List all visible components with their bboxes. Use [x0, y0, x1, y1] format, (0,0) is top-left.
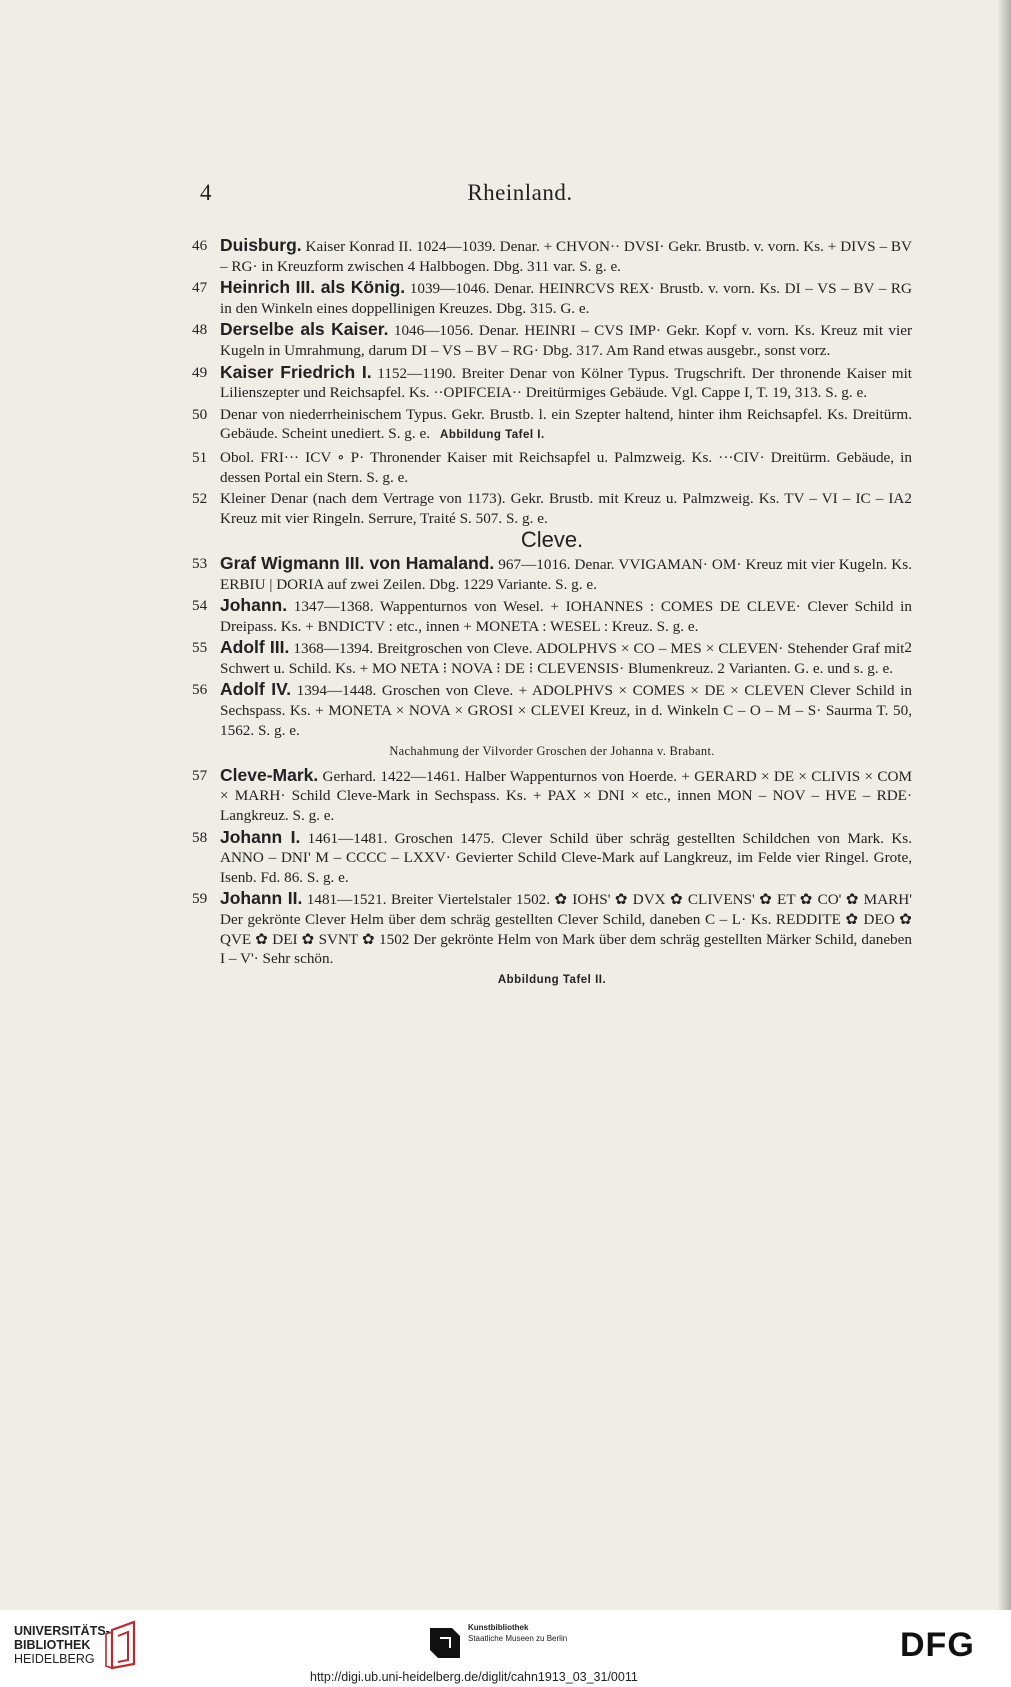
catalog-entry — [192, 448, 912, 487]
entry-heading: Heinrich III. als König. — [220, 277, 406, 298]
entry-description: 1368—1394. Breitgroschen von Cleve. ADOLPHVS × CO – MES × CLEVEN· Stehender Graf mit Schwert u. Schild. Ks. + MO NETA ⁝ NOVA ⁝ DE ⁝ CLEVENSIS· Blumenkreuz. 2 Varianten. G. e. und s. g. e. — [220, 640, 905, 677]
entry-quantity: 2 — [904, 639, 912, 657]
entry-heading: Adolf III. — [220, 637, 290, 658]
entry-number: 57 — [192, 766, 208, 784]
entry-number: 49 — [192, 363, 208, 381]
entry-heading: Duisburg. — [220, 235, 302, 255]
ub-heidelberg-logo[interactable] — [14, 1624, 110, 1666]
museum-name: Staatliche Museen zu Berlin — [468, 1634, 568, 1643]
entry-description: 1152—1190. Breiter Denar von Kölner Typus. Trugschrift. Der thronende Kaiser mit Lilienszepter und Reichsapfel. Ks. ··OPIFCEIA·· Dreitürmiges Gebäude. Vgl. Cappe I, T. 19, 313. S. g. e. — [220, 364, 913, 402]
entry-heading: Graf Wigmann III. von Hamaland. — [220, 552, 495, 573]
entry-description: 967—1016. Denar. VVIGAMAN· OM· Kreuz mit vier Kugeln. Ks. ERBIU | DORIA auf zwei Zeilen. Dbg. 1229 Variante. S. g. e. — [220, 555, 912, 593]
catalog-entry — [192, 596, 912, 636]
entry-description: 1039—1046. Denar. HEINRCVS REX· Brustb. v. vorn. Ks. DI – VS – BV – RG in den Winkeln eines doppellinigen Kreuzes. Dbg. 315. G. e. — [220, 280, 913, 317]
catalog-entry — [192, 828, 912, 888]
entry-description: Denar von niederrheinischem Typus. Gekr. Brustb. l. ein Szepter haltend, hinter ihm Reichsapfel. Ks. Dreitürm. Gebäude. Scheint unediert. S. g. e. — [220, 405, 912, 443]
entry-description: 1394—1448. Groschen von Cleve. + ADOLPHVS × COMES × DE × CLEVEN Clever Schild in Sechspass. Ks. + MONETA × NOVA × GROSI × CLEVEI Kreuz, in d. Winkeln C – O – M – S· Saurma T. 50, 1562. S. g. e. — [220, 682, 912, 739]
kunstbibliothek-text — [468, 1622, 628, 1644]
kunstbibliothek-name: Kunstbibliothek — [468, 1623, 529, 1632]
ub-logo-icon — [104, 1620, 142, 1670]
section-heading-cleve: Cleve. — [520, 527, 584, 553]
catalog-entry — [192, 638, 912, 678]
catalog-entry — [192, 320, 912, 360]
entry-number: 48 — [192, 321, 208, 339]
entry-heading: Johann II. — [220, 888, 303, 909]
catalog-entry — [192, 278, 912, 318]
ub-logo-line: HEIDELBERG — [14, 1652, 95, 1666]
entry-number: 52 — [192, 490, 208, 508]
entry-description: Gerhard. 1422—1461. Halber Wappenturnos von Hoerde. + GERARD × DE × CLIVIS × COM × MARH· Schild Cleve-Mark in Sechspass. Ks. + PAX × DNI × etc., innen MON – NOV – HVE – RDE· Langkreuz. S. g. e. — [220, 767, 912, 825]
entry-description: Kleiner Denar (nach dem Vertrage von 1173). Gekr. Brustb. mit Kreuz u. Palmzweig. Ks. TV – VI – IC – IA Kreuz mit vier Ringeln. Serrure, Traité S. 507. S. g. e. — [220, 490, 905, 527]
ub-logo-line: UNIVERSITÄTS- — [14, 1624, 110, 1638]
entry-description: 1461—1481. Groschen 1475. Clever Schild über schräg gestellten Schildchen von Mark. Ks. ANNO – DNI' M – CCCC – LXXV· Gevierter Schild Cleve-Mark auf Langkreuz, im Felde vier Ringel. Grote, Isenb. Fd. 86. S. g. e. — [220, 829, 913, 886]
entry-description: Kaiser Konrad II. 1024—1039. Denar. + CHVON·· DVSI· Gekr. Brustb. v. vorn. Ks. + DIVS – BV – RG· in Kreuzform zwischen 4 Halbbogen. Dbg. 311 var. S. g. e. — [220, 238, 912, 275]
running-title: Rheinland. — [467, 180, 573, 205]
catalog-entry — [192, 363, 912, 403]
dfg-logo[interactable]: DFG — [900, 1626, 975, 1664]
entry-number: 59 — [192, 890, 208, 908]
page-header — [200, 180, 840, 210]
catalog-entry — [192, 766, 912, 826]
entry-quantity: 2 — [904, 490, 912, 508]
entry-number: 47 — [192, 279, 208, 297]
entry-number: 58 — [192, 828, 208, 846]
entry-heading: Kaiser Friedrich I. — [220, 361, 372, 382]
plate-caption: Abbildung Tafel I. — [440, 429, 545, 442]
catalog-content — [192, 236, 912, 994]
entry-description: 1347—1368. Wappenturnos von Wesel. + IOHANNES : COMES DE CLEVE· Clever Schild in Dreipass. Ks. + BNDICTV : etc., innen + MONETA : WESEL : Kreuz. S. g. e. — [220, 598, 912, 635]
page-number: 4 — [200, 180, 212, 205]
entry-note: Nachahmung der Vilvorder Groschen der Johanna v. Brabant. — [389, 744, 715, 759]
catalog-entry — [192, 236, 912, 276]
permalink-url[interactable]: http://digi.ub.uni-heidelberg.de/diglit/cahn1913_03_31/0011 — [310, 1670, 638, 1684]
entry-heading: Johann I. — [220, 826, 301, 847]
plate-caption: Abbildung Tafel II. — [497, 973, 607, 986]
kunstbibliothek-logo-icon — [430, 1628, 460, 1658]
entry-number: 46 — [192, 237, 208, 254]
entry-heading: Cleve-Mark. — [220, 764, 319, 785]
catalog-entry — [192, 489, 912, 528]
entry-description: 1046—1056. Denar. HEINRI – CVS IMP· Gekr. Kopf v. vorn. Ks. Kreuz mit vier Kugeln in Umrahmung, darum DI – VS – BV – RG· Dbg. 317. Am Rand etwas ausgebr., sonst vorz. — [220, 322, 913, 359]
entry-heading: Johann. — [220, 595, 288, 616]
entry-heading: Adolf IV. — [220, 679, 292, 700]
catalog-entry — [192, 889, 912, 968]
entry-description: Obol. FRI··· ICV ∘ P· Thronender Kaiser mit Reichsapfel u. Palmzweig. Ks. ···CIV· Dreitürm. Gebäude, in dessen Portal ein Stern. S. g. e. — [220, 448, 912, 486]
entry-number: 55 — [192, 639, 208, 657]
entry-description: 1481—1521. Breiter Viertelstaler 1502. ✿ IOHS' ✿ DVX ✿ CLIVENS' ✿ ET ✿ CO' ✿ MARH' Der gekrönte Clever Helm über dem schräg gestellten Clever Schild, daneben C – L· Ks. REDDITE ✿ DEO ✿ QVE ✿ DEI ✿ SVNT ✿ 1502 Der gekrönte Helm von Mark über dem schräg gestellten Märker Schild, daneben I – V'· Sehr schön. — [220, 891, 912, 968]
entry-number: 53 — [192, 554, 208, 572]
page-edge-shadow — [997, 0, 1011, 1610]
entry-number: 50 — [192, 405, 208, 423]
footer-bar — [0, 1610, 1011, 1687]
ub-logo-line: BIBLIOTHEK — [14, 1638, 91, 1652]
entry-heading: Derselbe als Kaiser. — [220, 319, 389, 340]
catalog-entry — [192, 680, 912, 740]
entry-number: 51 — [192, 448, 208, 466]
entry-number: 54 — [192, 597, 208, 615]
catalog-entry — [192, 554, 912, 594]
catalog-entry — [192, 405, 912, 446]
entry-number: 56 — [192, 681, 208, 699]
